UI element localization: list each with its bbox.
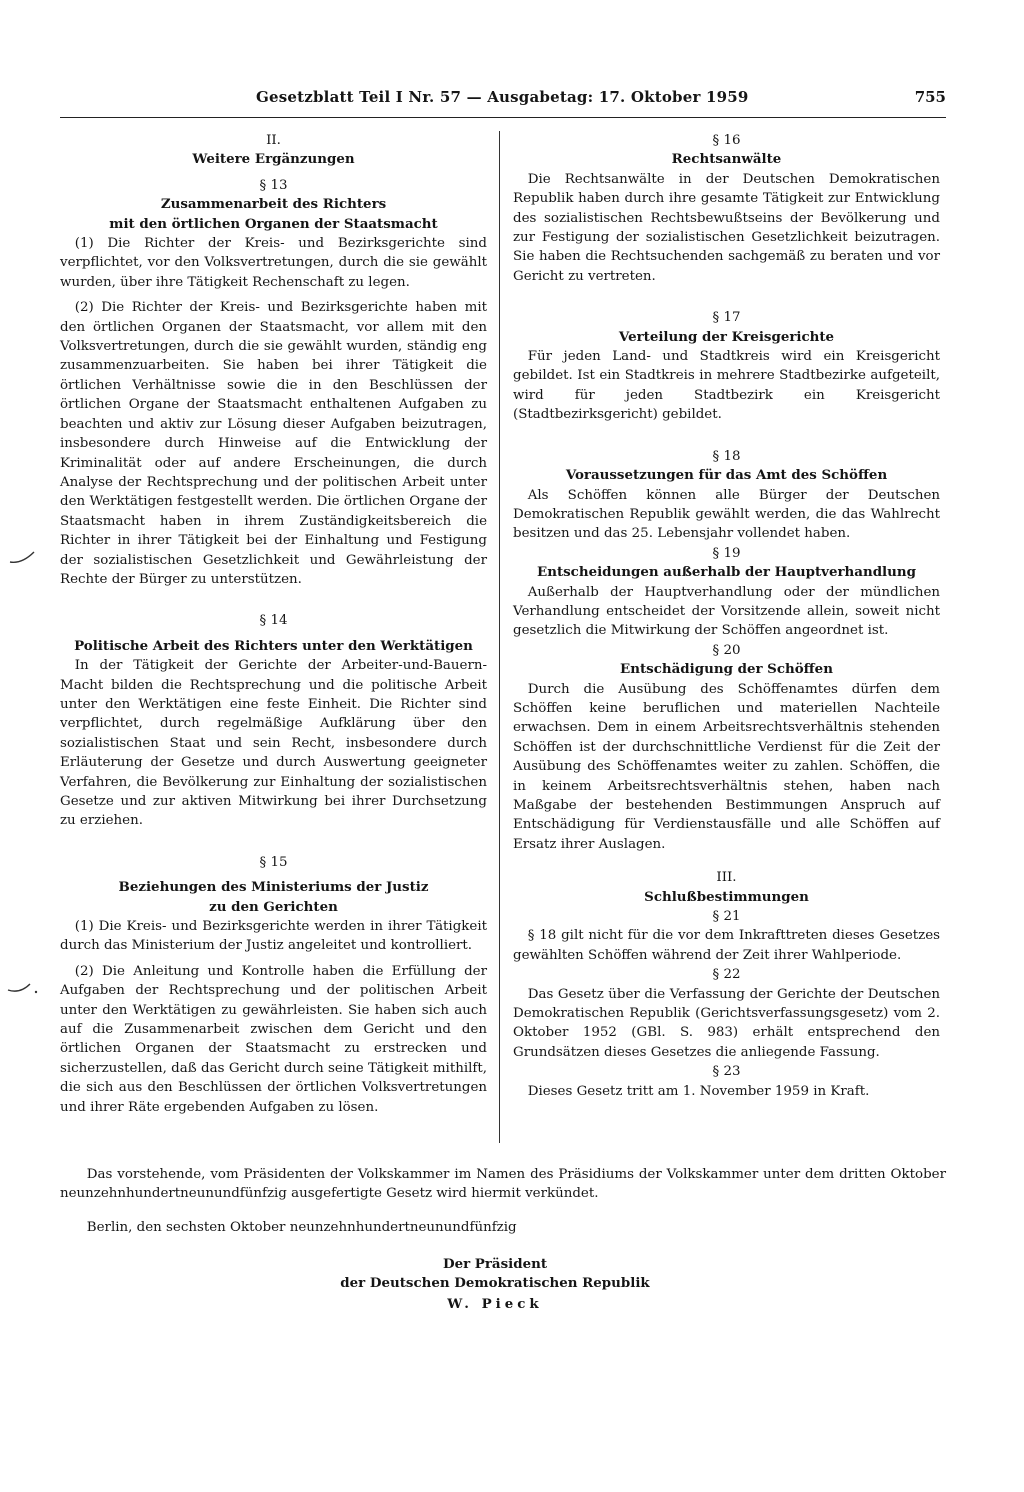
section-title: Voraussetzungen für das Amt des Schöffen	[565, 467, 888, 484]
section-title: Zusammenarbeit des Richters	[160, 196, 387, 213]
section-number: § 21	[712, 909, 741, 925]
signatory-name: W. Pieck	[447, 1296, 543, 1312]
section-paragraph: In der Tätigkeit der Gerichte der Arbeiter-und-Bauern-Macht bilden die Rechtsprechung und die politische Arbeit unter den Werktätigen eine feste Einheit. Die Richter sind verpflichtet, durch regelmäßige Aufklärung über den sozialistischen Staat und sein Recht, insbesondere durch Erläuterung der Gesetze und durch Auswertung geeigneter Verfahren, die Bevölkerung zur Einhaltung der sozialistischen Gesetze und zur aktiven Mitwirkung bei ihrer Durchsetzung zu erziehen.	[60, 658, 487, 829]
section-paragraph: (1) Die Kreis- und Bezirksgerichte werden in ihrer Tätigkeit durch das Ministerium der Justiz angeleitet und kontrolliert.	[60, 919, 487, 954]
place-date: Berlin, den sechsten Oktober neunzehnhundertneunundfünfzig	[86, 1219, 517, 1235]
section-paragraph: Dieses Gesetz tritt am 1. November 1959 in Kraft.	[527, 1083, 870, 1099]
part-title: Schlußbestimmungen	[644, 888, 809, 905]
section-title: Entscheidungen außerhalb der Hauptverhandlung	[537, 564, 916, 581]
section-title: Beziehungen des Ministeriums der Justiz	[118, 879, 429, 896]
section-paragraph: (2) Die Anleitung und Kontrolle haben die Erfüllung der Aufgaben der Rechtsprechung und der politischen Arbeit unter den Werktätigen zu gewährleisten. Sie haben sich auch auf die Zusammenarbeit zwischen dem Gericht und den örtlichen Organen der Staatsmacht zu erstrecken und sicherzustellen, daß das Gericht durch seine Tätigkeit mithilft, die sich aus den Beschlüssen der örtlichen Volksvertretungen und ihrer Räte ergebenden Aufgaben zu lösen.	[60, 963, 487, 1115]
section-paragraph: Für jeden Land- und Stadtkreis wird ein Kreisgericht gebildet. Ist ein Stadtkreis in mehrere Stadtbezirke aufgeteilt, wird für jeden Stadtbezirk ein Kreisgericht (Stadtbezirksgericht) gebildet.	[513, 349, 940, 423]
section-paragraph: Das Gesetz über die Verfassung der Gerichte der Deutschen Demokratischen Republik (Gerichtsverfassungsgesetz) vom 2. Oktober 1952 (GBl. S. 983) erhält entsprechend den Grundsätzen dieses Gesetzes die anliegende Fassung.	[513, 986, 940, 1060]
section-paragraph: Als Schöffen können alle Bürger der Deutschen Demokratischen Republik gewählt werden, die das Wahlrecht besitzen und das 25. Lebensjahr vollendet haben.	[513, 487, 940, 542]
section-number: § 16	[712, 133, 741, 148]
signatory-title: der Deutschen Demokratischen Republik	[340, 1275, 650, 1291]
margin-mark-icon	[6, 980, 40, 1000]
signature-block	[260, 1255, 730, 1314]
section-title: Verteilung der Kreisgerichte	[618, 328, 835, 345]
right-column	[513, 131, 940, 1101]
section-title: Politische Arbeit des Richters unter den Werktätigen	[74, 637, 473, 654]
section-paragraph: (1) Die Richter der Kreis- und Bezirksgerichte sind verpflichtet, vor den Volksvertretungen, durch die sie gewählt wurden, über ihre Tätigkeit Rechenschaft zu legen.	[60, 236, 487, 290]
section-number: § 20	[712, 642, 741, 658]
left-column	[60, 131, 487, 1117]
column-divider	[499, 131, 500, 1143]
section-paragraph: Die Rechtsanwälte in der Deutschen Demokratischen Republik haben durch ihre gesamte Tätigkeit zur Entwicklung des sozialistischen Rechtsbewußtseins der Bevölkerung und zur Festigung der sozialistischen Gesetzlichkeit beizutragen. Sie haben die Rechtsuchenden sachgemäß zu beraten und vor Gericht zu vertreten.	[513, 171, 940, 284]
section-title: mit den örtlichen Organen der Staatsmacht	[109, 215, 438, 232]
page-number: 755	[914, 88, 946, 106]
section-number: § 18	[712, 448, 741, 464]
section-paragraph: Durch die Ausübung des Schöffenamtes dürfen dem Schöffen keine beruflichen und materiellen Nachteile erwachsen. Dem in einem Arbeitsrechtsverhältnis stehenden Schöffen ist der durchschnittliche Verdienst für die Zeit der Ausübung des Schöffenamtes weiter zu zahlen. Schöffen, die in keinem Arbeitsrechtsverhältnis stehen, haben nach Maßgabe der bestehenden Bestimmungen Anspruch auf Entschädigung für Verdienstausfälle und alle Schöffen auf Ersatz ihrer Auslagen.	[513, 681, 940, 852]
page-header	[60, 88, 946, 116]
part-title: Weitere Ergänzungen	[192, 151, 355, 168]
section-title: Entschädigung der Schöffen	[620, 661, 833, 678]
section-number: § 14	[259, 613, 288, 629]
section-number: § 17	[712, 310, 741, 326]
running-title: Gesetzblatt Teil I Nr. 57 — Ausgabetag: 17. Oktober 1959	[256, 88, 749, 106]
section-number: § 15	[259, 854, 288, 870]
proclamation-text: Das vorstehende, vom Präsidenten der Volkskammer im Namen des Präsidiums der Volkskammer unter dem dritten Oktober neunzehnhundertneunundfünfzig ausgefertigte Gesetz wird hiermit verkündet.	[60, 1167, 946, 1202]
section-number: § 23	[712, 1064, 741, 1080]
signatory-title: Der Präsident	[442, 1256, 548, 1272]
section-paragraph: § 18 gilt nicht für die vor dem Inkrafttreten dieses Gesetzes gewählten Schöffen während der Zeit ihrer Wahlperiode.	[513, 928, 940, 963]
section-paragraph: Außerhalb der Hauptverhandlung oder der mündlichen Verhandlung entscheidet der Vorsitzende allein, soweit nicht gesetzlich die Mitwirkung der Schöffen angeordnet ist.	[513, 584, 940, 639]
part-number: III.	[716, 870, 737, 886]
proclamation-block	[60, 1165, 946, 1237]
section-number: § 13	[259, 177, 288, 193]
part-number: II.	[266, 133, 281, 148]
header-rule	[60, 117, 946, 118]
section-number: § 19	[712, 545, 741, 561]
section-title: Rechtsanwälte	[671, 151, 782, 168]
section-title: zu den Gerichten	[209, 898, 338, 915]
section-paragraph: (2) Die Richter der Kreis- und Bezirksgerichte haben mit den örtlichen Organen der Staatsmacht, vor allem mit den Volksvertretungen, durch die sie gewählt wurden, ständig eng zusammenzuarbeiten. Sie haben bei ihrer Tätigkeit die örtlichen Verhältnisse sowie die in den Beschlüssen der örtlichen Organe der Staatsmacht enthaltenen Aufgaben zu beachten und aktiv zur Lösung dieser Aufgaben beizutragen, insbesondere durch Hinweise auf die Entwicklung der Kriminalität oder auf andere Erscheinungen, die durch Analyse der Rechtsprechung und der politischen Arbeit unter den Werktätigen festgestellt werden. Die örtlichen Organe der Staatsmacht haben in ihrem Zuständigkeitsbereich die Richter in ihrer Tätigkeit bei der Einhaltung und Festigung der sozialistischen Gesetzlichkeit und Gewährleistung der Rechte der Bürger zu unterstützen.	[60, 300, 487, 587]
margin-mark-icon	[8, 548, 38, 568]
section-number: § 22	[712, 967, 741, 983]
